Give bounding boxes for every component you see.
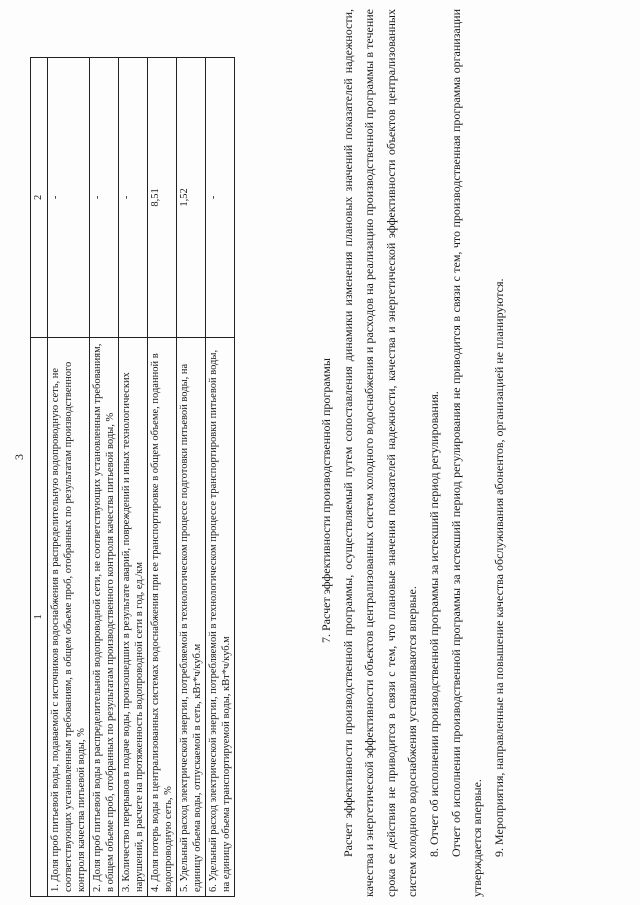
column-header-1: 1 [31,337,48,896]
table-row [119,58,148,897]
indicator-name: 3. Количество перерывов в подаче воды, произошедших в результате аварий, повреждений и иных технологических нарушений, в расчете на протяженность водопроводной сети в год, ед./км [119,337,148,896]
page-number: 3 [12,454,26,460]
indicator-value: 8,51 [148,58,177,338]
indicator-value: - [119,58,148,338]
indicator-value: - [206,58,235,338]
section-7-heading: 7. Расчет эффективности производственной программы [319,358,333,643]
section-9-text: 9. Мероприятия, направленные на повышение качества обслуживания абонентов, организацией не планируются. [491,278,506,857]
indicator-value: 1,52 [177,58,206,338]
indicators-table [30,57,235,897]
indicator-name: 1. Доля проб питьевой воды, подаваемой с источников водоснабжения в распределительную водопроводную сеть, не соответствующих установленным требованиям, в общем объеме проб, отобранных по результатам производственного контроля качества питьевой воды, % [48,337,90,896]
document-body [316,9,510,897]
indicator-name: 5. Удельный расход электрической энергии, потребляемой в технологическом процессе подготовки питьевой воды, на единицу объема воды, отпускаемой в сеть, кВт*ч/куб.м [177,337,206,896]
table-row [48,58,90,897]
indicator-value: - [90,58,119,338]
indicator-name: 6. Удельный расход электрической энергии, потребляемой в технологическом процессе транспортировки питьевой воды, на единицу объема транспортируемой воды, кВт*ч/куб.м [206,337,235,896]
table-row [206,58,235,897]
table-row [177,58,206,897]
column-header-2: 2 [31,58,48,338]
indicator-name: 2. Доля проб питьевой воды в распределительной водопроводной сети, не соответствующих установленным требованиям, в общем объеме проб, отобранных по результатам производственного контроля качества питьевой воды, % [90,337,119,896]
indicator-name: 4. Доля потерь воды в централизованных системах водоснабжения при ее транспортировке в общем объеме, поданной в водопроводную сеть, % [148,337,177,896]
section-7-text: Расчет эффективности производственной программы, осуществляемый путем сопоставления динамики изменения плановых значений показателей надежности, качества и энергетической эффективности объектов централизованных систем холодного водоснабжения и расходов на реализацию производственной программы в течение срока ее действия не приводится в связи с тем, что плановые значения показателей надежности, качества и энергетической эффективности объектов централизованных систем холодного водоснабжения устанавливаются впервые. [340,9,420,897]
table-row [90,58,119,897]
table-row [148,58,177,897]
indicator-value: - [48,58,90,338]
section-8-heading: 8. Отчет об исполнении производственной программы за истекший период регулирования. [426,391,441,857]
table-header-row [31,58,48,897]
section-8-text: Отчет об исполнении производственной программы за истекший период регулирования не приводится в связи с тем, что производственная программа организации утверждается впервые. [448,9,485,897]
